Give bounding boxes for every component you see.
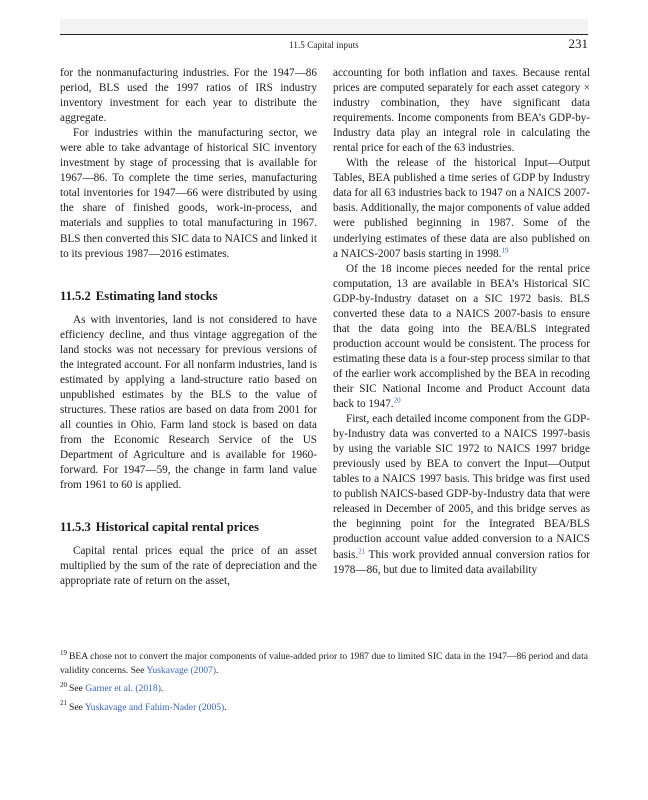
footnotes: [60, 650, 588, 719]
footnote-number: 20: [60, 680, 67, 689]
citation-link[interactable]: Yuskavage and Fahim-Nader (2005): [84, 701, 225, 713]
footnote: [60, 682, 588, 696]
right-column: [333, 66, 590, 578]
footnote-text: See: [69, 701, 85, 713]
header-band: [60, 19, 588, 35]
section-heading: [60, 288, 317, 304]
page-number: 231: [568, 36, 588, 51]
left-column: [60, 66, 317, 589]
footnote: [60, 701, 588, 715]
running-head: 11.5 Capital inputs: [289, 40, 359, 50]
section-number: 11.5.2: [60, 288, 91, 303]
header-rule: [60, 34, 588, 35]
footnote-number: 21: [60, 699, 67, 708]
footnote-ref-21[interactable]: 21: [358, 546, 366, 555]
citation-link[interactable]: Yuskavage (2007): [146, 664, 217, 676]
section-title: Historical capital rental prices: [95, 520, 259, 535]
paragraph-text: With the release of the historical Input—Output Tables, BEA published a time series of GDP by Industry data for all 63 industries back to 1947 on a NAICS 2007-basis. Additionally, the major components of value added were published beginning in 1987. Some of the underlying estimates of these data are also published on a NAICS-2007 basis starting in 1998.: [333, 157, 590, 260]
paragraph: For industries within the manufacturing sector, we were able to take advantage of historical SIC inventory investment by stage of processing that is available for 1967—86. To complete the time series, manufacturing total inventories for 1947—66 were distributed by using the share of finished goods, work-in-process, and materials and supplies to total manufacturing in 1967. BLS then converted this SIC data to NAICS and linked it to its previous 1987—2016 estimates.: [60, 127, 317, 260]
paragraph: [333, 412, 590, 578]
footnote-punct: .: [224, 701, 227, 713]
paragraph-text: Of the 18 income pieces needed for the rental price computation, 13 are available in BEA’s Historical SIC GDP-by-Industry dataset on a SIC 1972 basis. BLS converted these data to a NAICS 2007-basis to ensure that the data going into the BEA/BLS integrated production account would be consistent. The process for estimating these data is a four-step process similar to that of the earlier work accomplished by the BEA in recoding their SIC National Income and Product Account data back to 1947.: [333, 262, 590, 411]
paragraph-text: This work provided annual conversion ratios for 1978—86, but due to limited data availability: [333, 548, 590, 576]
footnote-punct: .: [160, 683, 164, 694]
paragraph-text: First, each detailed income component from the GDP-by-Industry data was converted to a NAICS 1997-basis by using the variable SIC 1972 to NAICS 1997 bridge previously used by BEA to convert the Input—Output tables to a NAICS 1997 basis. This bridge was first used to publish NAICS-based GDP-by-Industry data that were released in December of 2005, and this bridge serves as the beginning point for the Integrated BEA/BLS production account value added conversion to a NAICS basis.: [333, 413, 590, 561]
footnote-ref-20[interactable]: 20: [393, 396, 401, 405]
paragraph: As with inventories, land is not considered to have efficiency decline, and thus vintage aggregation of the land stocks was not necessary for previous versions of the integrated account. For all nonfarm industries, land is estimated by applying a land-structure ratio based on unpublished estimates by the BLS to the value of structures. These ratios are based on data from 2001 for all counties in Ohio. Farm land stock is based on data from the Economic Research Service of the US Department of Agriculture and is available for 1960-forward. For 1947—59, the change in farm land value from 1961 to 60 is applied.: [60, 313, 317, 492]
section-number: 11.5.3: [60, 520, 91, 535]
footnote-number: 19: [60, 648, 67, 657]
footnote-text: See: [69, 683, 86, 694]
paragraph: accounting for both inflation and taxes. Because rental prices are computed separately for each asset category × industry combination, they have significant data requirements. Income components from BEA’s GDP-by-Industry data play an integral role in calculating the rental price for each of the 63 industries.: [333, 67, 590, 155]
paragraph: [333, 156, 590, 261]
section-title: Estimating land stocks: [95, 288, 218, 303]
citation-link[interactable]: Garner et al. (2018): [85, 683, 161, 694]
footnote-text: BEA chose not to convert the major components of value-added prior to 1987 due to limited SIC data in the 1947—86 period and data validity concerns. See: [60, 651, 588, 676]
paragraph: Capital rental prices equal the price of an asset multiplied by the sum of the rate of depreciation and the appropriate rate of return on the asset,: [60, 545, 317, 588]
footnote: [60, 650, 588, 677]
section-heading: [60, 519, 317, 535]
footnote-ref-19[interactable]: 19: [501, 245, 509, 254]
paragraph: [333, 262, 590, 412]
paragraph: for the nonmanufacturing industries. For the 1947—86 period, BLS used the 1997 ratios of IRS industry inventory investment for each year to distribute the aggregate.: [60, 67, 317, 125]
footnote-punct: .: [216, 664, 219, 676]
